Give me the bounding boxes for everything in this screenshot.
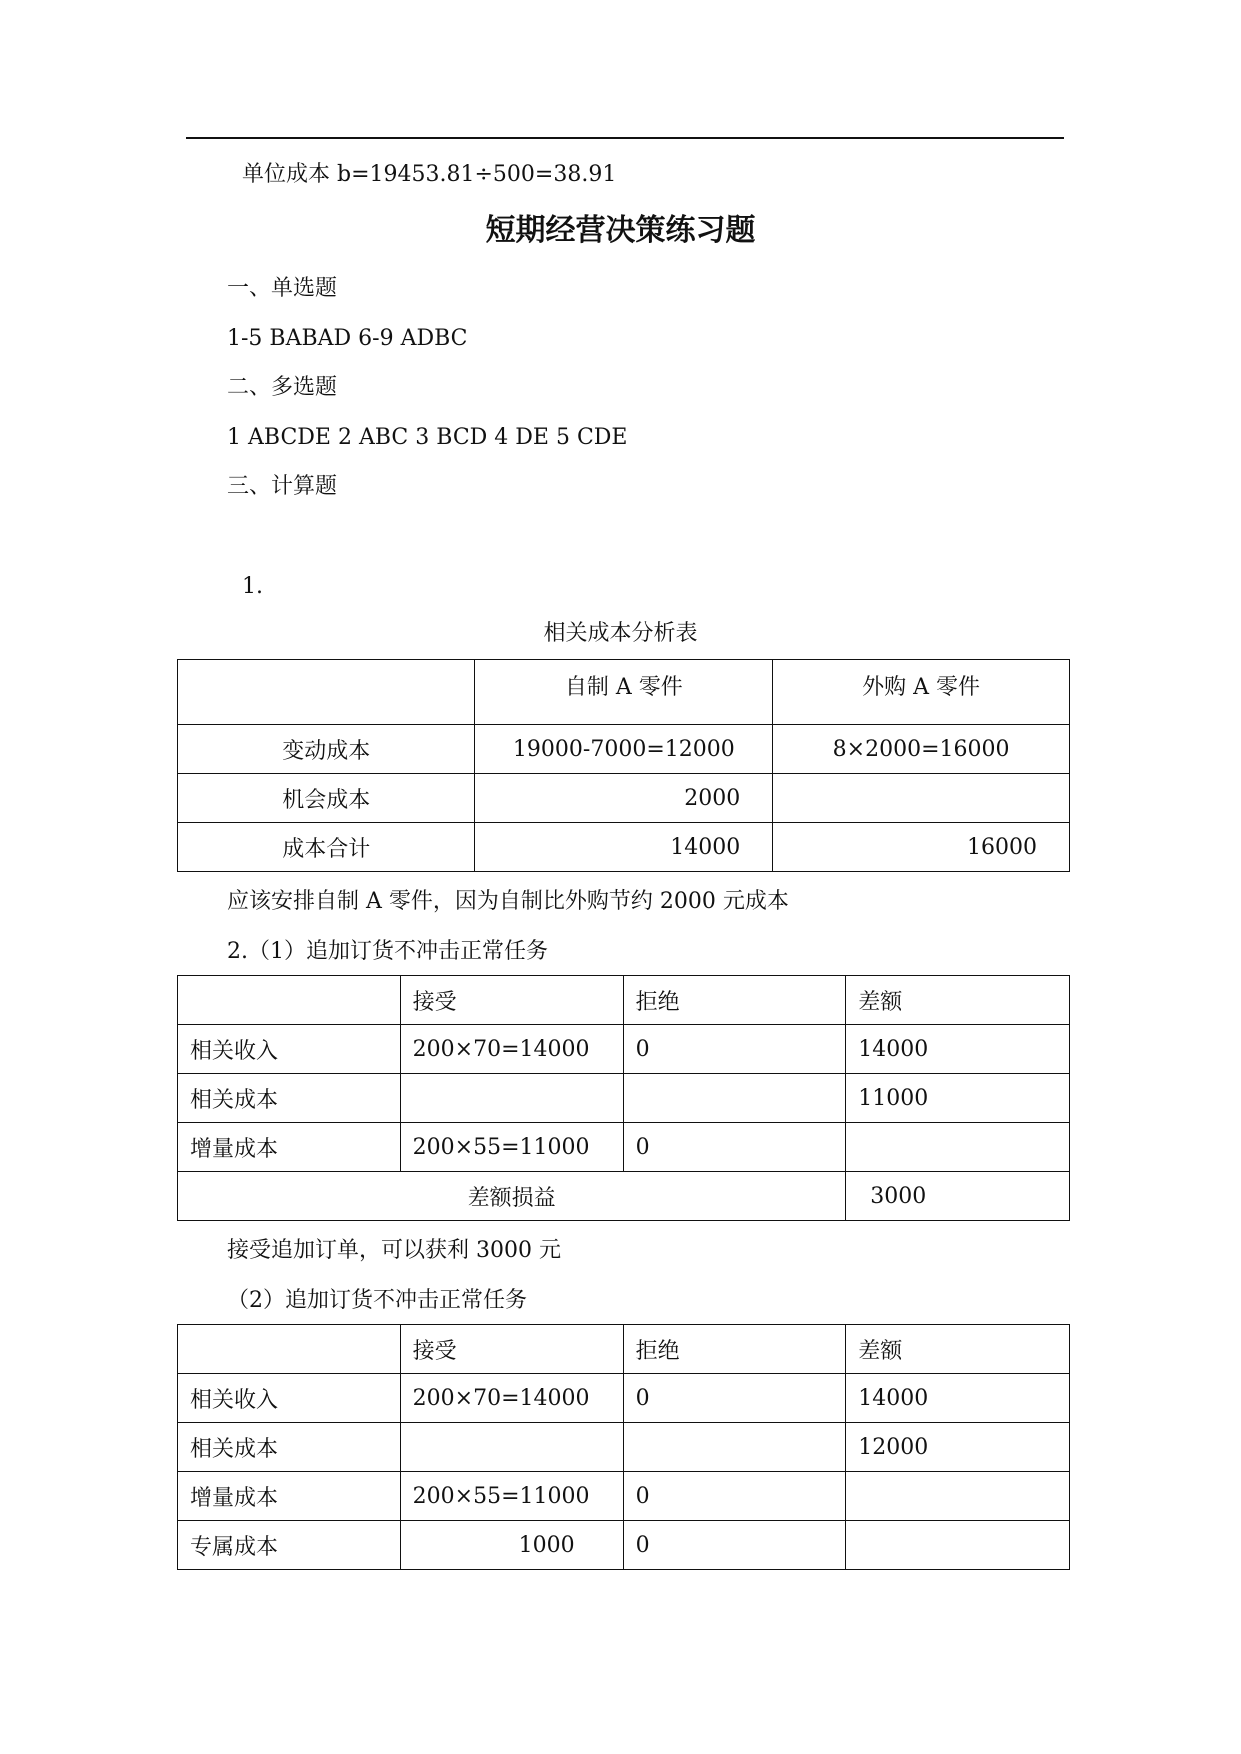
table-row [178, 1472, 1070, 1521]
table-row [178, 1423, 1070, 1472]
page-title: 短期经营决策练习题 [485, 213, 756, 248]
table-header-row [178, 660, 1070, 725]
row-label: 相关收入 [178, 1025, 401, 1074]
table-total-row [178, 1172, 1070, 1221]
row-label: 相关成本 [178, 1423, 401, 1472]
relevant-cost-table [177, 659, 1070, 872]
row-label: 相关成本 [178, 1074, 401, 1123]
table-cell: 0 [623, 1123, 846, 1172]
table-row [178, 774, 1070, 823]
row-label: 增量成本 [178, 1123, 401, 1172]
row-label: 相关收入 [178, 1374, 401, 1423]
table-cell: 12000 [846, 1423, 1070, 1472]
row-label: 成本合计 [178, 823, 475, 872]
table-row [178, 1374, 1070, 1423]
table-cell: 16000 [773, 823, 1070, 872]
table-cell [846, 1521, 1070, 1570]
table-row [178, 823, 1070, 872]
header-cell: 外购 A 零件 [773, 660, 1070, 725]
table-cell: 200×70=14000 [400, 1025, 623, 1074]
table-row [178, 1074, 1070, 1123]
table-header-row [178, 976, 1070, 1025]
table-cell: 1000 [400, 1521, 623, 1570]
table-cell: 200×55=11000 [400, 1123, 623, 1172]
table-row [178, 1025, 1070, 1074]
table-row [178, 725, 1070, 774]
section-single-choice: 一、单选题 [227, 276, 338, 301]
table-row [178, 1521, 1070, 1570]
header-cell: 接受 [400, 1325, 623, 1374]
row-label: 增量成本 [178, 1472, 401, 1521]
table-cell: 14000 [846, 1025, 1070, 1074]
header-cell [178, 660, 475, 725]
table-cell: 19000-7000=12000 [475, 725, 773, 774]
header-cell: 接受 [400, 976, 623, 1025]
header-cell [178, 1325, 401, 1374]
header-cell: 差额 [846, 976, 1070, 1025]
header-rule [186, 137, 1064, 139]
question-1-conclusion: 应该安排自制 A 零件，因为自制比外购节约 2000 元成本 [227, 889, 789, 914]
total-label: 差额损益 [178, 1172, 846, 1221]
section-multi-choice: 二、多选题 [227, 375, 338, 400]
table-cell: 0 [623, 1025, 846, 1074]
header-cell: 拒绝 [623, 976, 846, 1025]
single-choice-answers: 1-5 BABAD 6-9 ADBC [227, 326, 468, 351]
multi-choice-answers: 1 ABCDE 2 ABC 3 BCD 4 DE 5 CDE [227, 425, 628, 450]
order-table-1 [177, 975, 1070, 1221]
header-cell: 拒绝 [623, 1325, 846, 1374]
table-row [178, 1123, 1070, 1172]
total-value: 3000 [846, 1172, 1070, 1221]
question-2-part-1-title: 2.（1）追加订货不冲击正常任务 [227, 939, 548, 964]
header-cell: 自制 A 零件 [475, 660, 773, 725]
table-caption: 相关成本分析表 [543, 621, 698, 646]
header-cell: 差额 [846, 1325, 1070, 1374]
table-cell [623, 1423, 846, 1472]
row-label: 专属成本 [178, 1521, 401, 1570]
table-cell: 11000 [846, 1074, 1070, 1123]
table-cell: 14000 [846, 1374, 1070, 1423]
table-cell: 14000 [475, 823, 773, 872]
question-1-number: 1. [242, 574, 263, 599]
table-cell: 2000 [475, 774, 773, 823]
question-2-part-2-title: （2）追加订货不冲击正常任务 [227, 1288, 527, 1313]
order-table-2 [177, 1324, 1070, 1570]
table-header-row [178, 1325, 1070, 1374]
table-cell [623, 1074, 846, 1123]
table-cell: 200×55=11000 [400, 1472, 623, 1521]
section-calculation: 三、计算题 [227, 474, 338, 499]
table-cell: 8×2000=16000 [773, 725, 1070, 774]
unit-cost-line: 单位成本 b=19453.81÷500=38.91 [242, 162, 617, 187]
table-cell [773, 774, 1070, 823]
table-cell [846, 1123, 1070, 1172]
table-cell: 200×70=14000 [400, 1374, 623, 1423]
table-cell: 0 [623, 1374, 846, 1423]
table-cell [400, 1074, 623, 1123]
row-label: 变动成本 [178, 725, 475, 774]
table-cell: 0 [623, 1472, 846, 1521]
row-label: 机会成本 [178, 774, 475, 823]
question-2-part-1-conclusion: 接受追加订单，可以获利 3000 元 [227, 1238, 561, 1263]
table-cell: 0 [623, 1521, 846, 1570]
table-cell [846, 1472, 1070, 1521]
table-cell [400, 1423, 623, 1472]
header-cell [178, 976, 401, 1025]
